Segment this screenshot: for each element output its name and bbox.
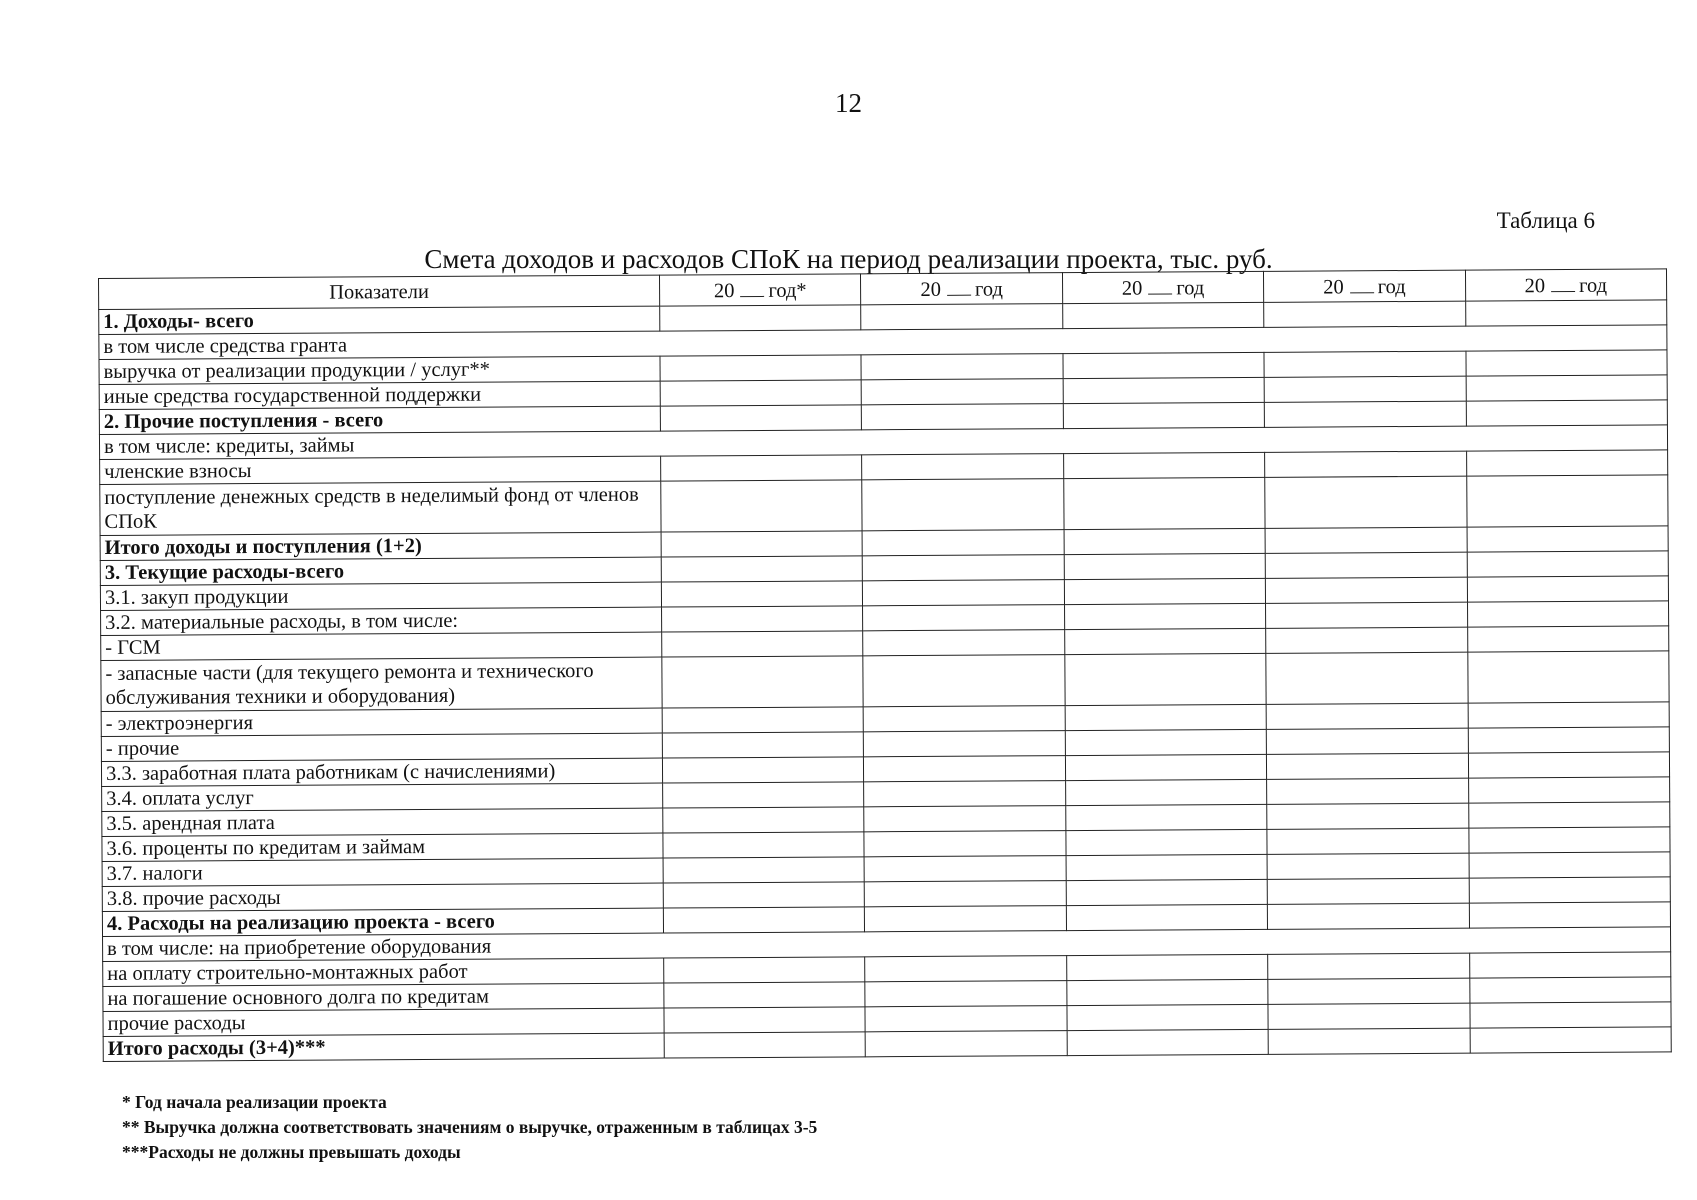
row-label: 3.8. прочие расходы — [102, 883, 663, 911]
table-caption: Таблица 6 — [1496, 208, 1595, 233]
value-cell[interactable] — [662, 631, 864, 657]
value-cell[interactable] — [1065, 653, 1267, 705]
row-label: 3.5. арендная плата — [102, 808, 663, 836]
value-cell[interactable] — [1267, 753, 1469, 779]
value-cell[interactable] — [1467, 651, 1669, 703]
value-cell[interactable] — [864, 731, 1066, 757]
value-cell[interactable] — [663, 857, 865, 883]
value-cell[interactable] — [1064, 628, 1266, 654]
value-cell[interactable] — [864, 806, 1066, 832]
value-cell[interactable] — [1064, 553, 1266, 579]
year-number: 20 — [1121, 277, 1143, 300]
column-header-indicators: Показатели — [99, 275, 660, 309]
value-cell[interactable] — [1266, 728, 1468, 754]
year-suffix: год — [974, 277, 1003, 301]
value-cell[interactable] — [1266, 602, 1468, 628]
value-cell[interactable] — [1064, 603, 1266, 629]
value-cell[interactable] — [1266, 703, 1468, 729]
year-suffix: год* — [768, 279, 807, 302]
value-cell[interactable] — [1065, 729, 1267, 755]
value-cell[interactable] — [1067, 1029, 1269, 1055]
value-cell[interactable] — [1066, 954, 1268, 980]
document-title: Смета доходов и расходов СПоК на период реализации проекта, тыс. руб. — [424, 244, 1273, 274]
value-cell[interactable] — [661, 531, 863, 557]
value-cell[interactable] — [1063, 402, 1265, 428]
row-label: 3.4. оплата услуг — [102, 783, 663, 811]
year-number: 20 — [1524, 274, 1546, 297]
value-cell[interactable] — [1267, 803, 1469, 829]
value-cell[interactable] — [1064, 578, 1266, 604]
value-cell[interactable] — [1265, 527, 1467, 553]
value-cell[interactable] — [662, 606, 864, 632]
row-label: иные средства государственной поддержки — [99, 381, 660, 409]
value-cell[interactable] — [1063, 452, 1265, 478]
value-cell[interactable] — [661, 556, 863, 582]
value-cell[interactable] — [1466, 475, 1668, 527]
row-label: прочие расходы — [103, 1008, 664, 1036]
value-cell[interactable] — [1467, 526, 1669, 552]
value-cell[interactable] — [662, 707, 864, 733]
value-cell[interactable] — [662, 656, 864, 708]
value-cell[interactable] — [1466, 450, 1668, 476]
column-header-year — [659, 274, 861, 306]
value-cell[interactable] — [1265, 451, 1467, 477]
value-cell[interactable] — [864, 756, 1066, 782]
value-cell[interactable] — [1469, 952, 1671, 978]
table-body — [99, 300, 1672, 1062]
value-cell[interactable] — [1066, 829, 1268, 855]
value-cell[interactable] — [664, 957, 866, 983]
value-cell[interactable] — [1467, 601, 1669, 627]
value-cell[interactable] — [1066, 804, 1268, 830]
value-cell[interactable] — [660, 380, 862, 406]
value-cell[interactable] — [865, 881, 1067, 907]
year-suffix: год — [1579, 274, 1608, 297]
value-cell[interactable] — [1063, 352, 1265, 378]
value-cell[interactable] — [663, 907, 865, 933]
budget-table-wrapper — [98, 268, 1671, 1062]
value-cell[interactable] — [1469, 977, 1671, 1003]
value-cell[interactable] — [865, 1006, 1067, 1032]
value-cell[interactable] — [1468, 702, 1670, 728]
value-cell[interactable] — [1468, 802, 1670, 828]
value-cell[interactable] — [1470, 1002, 1672, 1028]
value-cell[interactable] — [1066, 879, 1268, 905]
value-cell[interactable] — [1268, 978, 1470, 1004]
value-cell[interactable] — [1264, 351, 1466, 377]
value-cell[interactable] — [1465, 300, 1667, 326]
row-label: в том числе: на приобретение оборудования — [103, 927, 1671, 962]
value-cell[interactable] — [866, 1031, 1068, 1057]
value-cell[interactable] — [862, 479, 1064, 531]
value-cell[interactable] — [863, 605, 1065, 631]
value-cell[interactable] — [664, 982, 866, 1008]
value-cell[interactable] — [865, 956, 1067, 982]
value-cell[interactable] — [1066, 904, 1268, 930]
value-cell[interactable] — [1470, 1027, 1672, 1053]
value-cell[interactable] — [864, 706, 1066, 732]
value-cell[interactable] — [1467, 626, 1669, 652]
value-cell[interactable] — [1267, 853, 1469, 879]
value-cell[interactable] — [1065, 754, 1267, 780]
year-number: 20 — [1323, 275, 1344, 299]
value-cell[interactable] — [863, 580, 1065, 606]
value-cell[interactable] — [862, 530, 1064, 556]
value-cell[interactable] — [1064, 477, 1266, 529]
column-header-year — [861, 273, 1063, 305]
column-header-year — [1264, 270, 1466, 302]
value-cell[interactable] — [1266, 577, 1468, 603]
footnote: * Год начала реализации проекта — [122, 1092, 387, 1112]
value-cell[interactable] — [1268, 953, 1470, 979]
value-cell[interactable] — [1065, 704, 1267, 730]
column-header-year — [1062, 271, 1264, 303]
year-blank-line — [740, 277, 764, 296]
value-cell[interactable] — [1268, 1028, 1470, 1054]
row-label: - ГСМ — [101, 632, 662, 660]
year-blank-line — [1148, 275, 1172, 294]
value-cell[interactable] — [661, 581, 863, 607]
row-label: выручка от реализации продукции / услуг** — [99, 356, 660, 384]
year-blank-line — [1551, 272, 1575, 291]
year-blank-line — [947, 276, 971, 295]
budget-table — [98, 268, 1672, 1062]
value-cell[interactable] — [660, 305, 862, 331]
value-cell[interactable] — [663, 782, 865, 808]
value-cell[interactable] — [1468, 752, 1670, 778]
value-cell[interactable] — [1266, 652, 1468, 704]
value-cell[interactable] — [1266, 627, 1468, 653]
value-cell[interactable] — [862, 404, 1064, 430]
row-label: - электроэнергия — [101, 708, 662, 736]
value-cell[interactable] — [1268, 1003, 1470, 1029]
value-cell[interactable] — [1064, 528, 1266, 554]
value-cell[interactable] — [660, 355, 862, 381]
value-cell[interactable] — [1264, 401, 1466, 427]
value-cell[interactable] — [862, 454, 1064, 480]
value-cell[interactable] — [864, 856, 1066, 882]
value-cell[interactable] — [660, 405, 862, 431]
row-label: 4. Расходы на реализацию проекта - всего — [102, 908, 663, 936]
value-cell[interactable] — [861, 304, 1063, 330]
footnote: ** Выручка должна соответствовать значениям о выручке, отраженным в таблицах 3-5 — [122, 1117, 818, 1137]
value-cell[interactable] — [661, 455, 863, 481]
value-cell[interactable] — [1468, 727, 1670, 753]
row-label: в том числе средства гранта — [99, 325, 1667, 360]
footnotes — [122, 1090, 817, 1165]
value-cell[interactable] — [865, 906, 1067, 932]
row-label: Итого доходы и поступления (1+2) — [100, 532, 661, 560]
value-cell[interactable] — [864, 781, 1066, 807]
row-label: 3. Текущие расходы-всего — [100, 557, 661, 585]
row-label: - запасные части (для текущего ремонта и технического обслуживания техники и оборудования) — [101, 657, 662, 711]
row-label: 3.2. материальные расходы, в том числе: — [101, 607, 662, 635]
page-number: 12 — [835, 88, 862, 118]
value-cell[interactable] — [1469, 902, 1671, 928]
year-suffix: год — [1176, 276, 1205, 299]
value-cell[interactable] — [663, 832, 865, 858]
value-cell[interactable] — [862, 379, 1064, 405]
value-cell[interactable] — [1467, 576, 1669, 602]
footnote: ***Расходы не должны превышать доходы — [122, 1142, 461, 1162]
value-cell[interactable] — [1466, 400, 1668, 426]
year-blank-line — [1350, 274, 1374, 293]
value-cell[interactable] — [1268, 903, 1470, 929]
value-cell[interactable] — [1267, 778, 1469, 804]
value-cell[interactable] — [864, 831, 1066, 857]
row-label: - прочие — [101, 733, 662, 761]
value-cell[interactable] — [664, 1007, 866, 1033]
value-cell[interactable] — [662, 757, 864, 783]
value-cell[interactable] — [1468, 777, 1670, 803]
row-label: 1. Доходы- всего — [99, 306, 660, 334]
value-cell[interactable] — [1466, 375, 1668, 401]
value-cell[interactable] — [1267, 828, 1469, 854]
value-cell[interactable] — [1469, 877, 1671, 903]
value-cell[interactable] — [865, 981, 1067, 1007]
value-cell[interactable] — [1265, 552, 1467, 578]
value-cell[interactable] — [863, 630, 1065, 656]
value-cell[interactable] — [1065, 779, 1267, 805]
value-cell[interactable] — [863, 655, 1065, 707]
year-suffix: год — [1377, 275, 1406, 298]
value-cell[interactable] — [1264, 301, 1466, 327]
row-label: Итого расходы (3+4)*** — [103, 1033, 664, 1061]
value-cell[interactable] — [1469, 852, 1671, 878]
value-cell[interactable] — [662, 732, 864, 758]
value-cell[interactable] — [663, 882, 865, 908]
value-cell[interactable] — [661, 480, 863, 532]
value-cell[interactable] — [1466, 350, 1668, 376]
row-label: 3.1. закуп продукции — [100, 582, 661, 610]
value-cell[interactable] — [664, 1032, 866, 1058]
value-cell[interactable] — [1468, 827, 1670, 853]
value-cell[interactable] — [1063, 377, 1265, 403]
row-label: членские взносы — [100, 456, 661, 484]
value-cell[interactable] — [863, 555, 1065, 581]
value-cell[interactable] — [1067, 1004, 1269, 1030]
column-header-year — [1465, 269, 1667, 301]
row-label: 3.7. налоги — [102, 858, 663, 886]
value-cell[interactable] — [1264, 376, 1466, 402]
value-cell[interactable] — [1267, 878, 1469, 904]
row-label: 2. Прочие поступления - всего — [99, 406, 660, 434]
row-label: поступление денежных средств в неделимый фонд от членов СПоК — [100, 481, 661, 535]
value-cell[interactable] — [1067, 979, 1269, 1005]
row-label: на оплату строительно-монтажных работ — [103, 958, 664, 986]
row-label: 3.6. проценты по кредитам и займам — [102, 833, 663, 861]
value-cell[interactable] — [1066, 854, 1268, 880]
row-label: на погашение основного долга по кредитам — [103, 983, 664, 1011]
value-cell[interactable] — [1265, 476, 1467, 528]
value-cell[interactable] — [663, 807, 865, 833]
year-number: 20 — [713, 279, 735, 302]
row-label: 3.3. заработная плата работникам (с начислениями) — [101, 758, 662, 786]
value-cell[interactable] — [1467, 551, 1669, 577]
year-number: 20 — [920, 278, 941, 301]
row-label: в том числе: кредиты, займы — [99, 425, 1667, 460]
value-cell[interactable] — [1062, 302, 1264, 328]
value-cell[interactable] — [861, 354, 1063, 380]
